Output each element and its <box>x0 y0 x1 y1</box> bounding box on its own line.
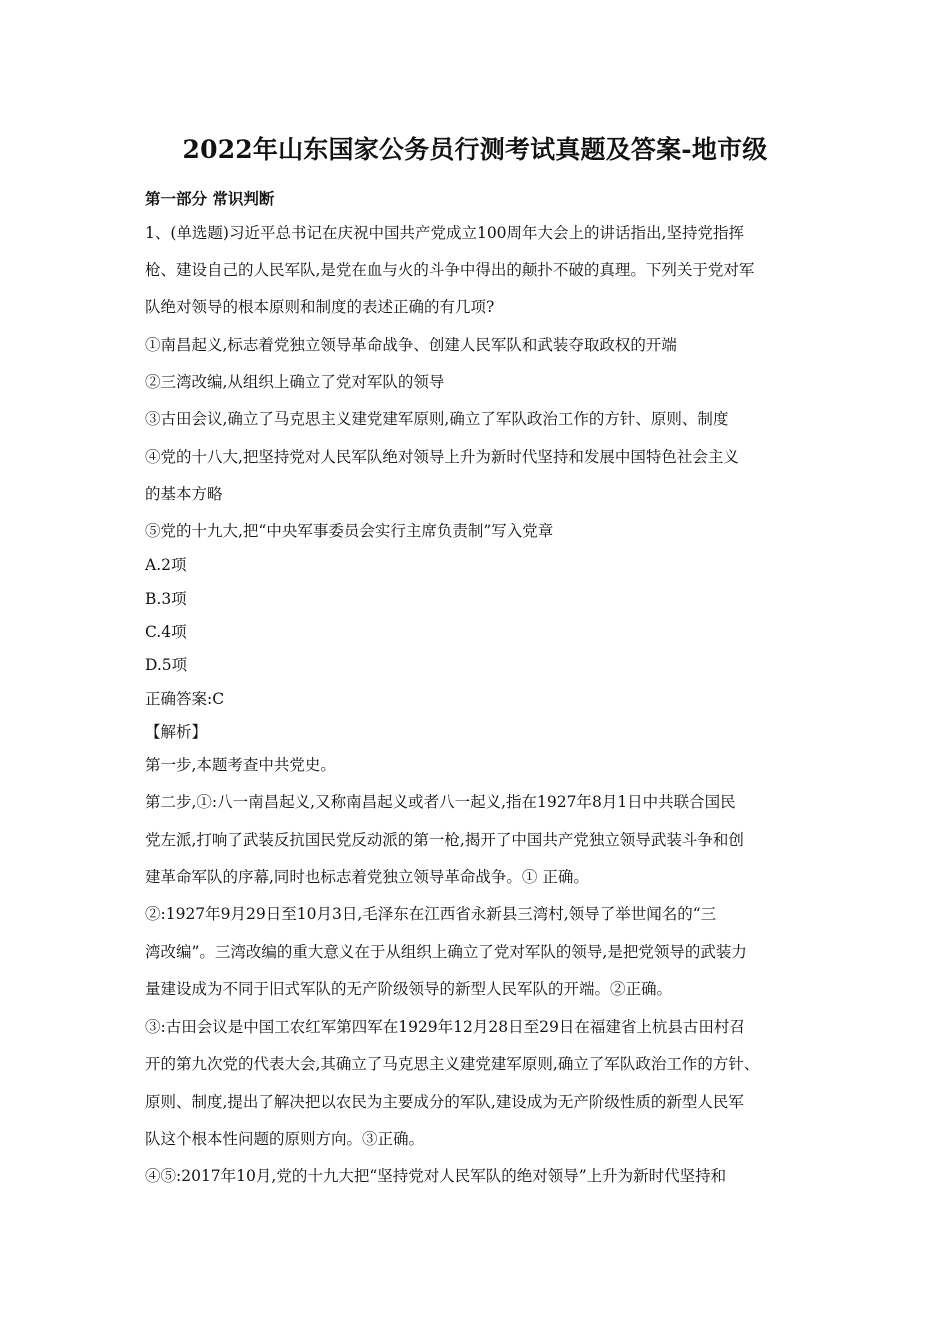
statement-line: ②三湾改编,从组织上确立了党对军队的领导 <box>145 373 445 391</box>
analysis-line: 队这个根本性问题的原则方向。③正确。 <box>145 1130 425 1148</box>
statement-line: ③古田会议,确立了马克思主义建党建军原则,确立了军队政治工作的方针、原则、制度 <box>145 410 729 428</box>
correct-answer: 正确答案:C <box>145 690 225 708</box>
document-title: 2022年山东国家公务员行测考试真题及答案-地市级 <box>182 135 768 164</box>
analysis-line: 党左派,打响了武装反抗国民党反动派的第一枪,揭开了中国共产党独立领导武装斗争和创 <box>145 831 744 849</box>
statement-line: ⑤党的十九大,把“中央军事委员会实行主席负责制”写入党章 <box>145 522 554 540</box>
statement-line: ④党的十八大,把坚持党对人民军队绝对领导上升为新时代坚持和发展中国特色社会主义 <box>145 448 739 466</box>
analysis-line: 建革命军队的序幕,同时也标志着党独立领导革命战争。① 正确。 <box>145 868 589 886</box>
question-stem-line: 1、(单选题)习近平总书记在庆祝中国共产党成立100周年大会上的讲话指出,坚持党指挥 <box>145 224 744 242</box>
statement-line: ①南昌起义,标志着党独立领导革命战争、创建人民军队和武装夺取政权的开端 <box>145 336 677 354</box>
analysis-heading: 【解析】 <box>145 723 208 741</box>
analysis-line: 原则、制度,提出了解决把以农民为主要成分的军队,建设成为无产阶级性质的新型人民军 <box>145 1093 744 1111</box>
option-b: B.3项 <box>145 590 187 608</box>
question-stem-line: 枪、建设自己的人民军队,是党在血与火的斗争中得出的颠扑不破的真理。下列关于党对军 <box>145 261 755 279</box>
analysis-line: 开的第九次党的代表大会,其确立了马克思主义建党建军原则,确立了军队政治工作的方针、 <box>145 1055 760 1073</box>
analysis-line: ②:1927年9月29日至10月3日,毛泽东在江西省永新县三湾村,领导了举世闻名的“三 <box>145 905 717 923</box>
option-c: C.4项 <box>145 623 187 641</box>
option-d: D.5项 <box>145 656 188 674</box>
question-stem-line: 队绝对领导的根本原则和制度的表述正确的有几项? <box>145 298 495 316</box>
analysis-line: 第一步,本题考查中共党史。 <box>145 756 336 774</box>
analysis-line: 湾改编”。三湾改编的重大意义在于从组织上确立了党对军队的领导,是把党领导的武装力 <box>145 943 747 961</box>
analysis-line: 第二步,①:八一南昌起义,又称南昌起义或者八一起义,指在1927年8月1日中共联合国民 <box>145 793 736 811</box>
analysis-line: 量建设成为不同于旧式军队的无产阶级领导的新型人民军队的开端。②正确。 <box>145 980 673 998</box>
analysis-line: ④⑤:2017年10月,党的十九大把“坚持党对人民军队的绝对领导”上升为新时代坚持和 <box>145 1167 727 1185</box>
section-heading: 第一部分 常识判断 <box>145 189 275 208</box>
statement-line: 的基本方略 <box>145 485 223 503</box>
option-a: A.2项 <box>145 556 187 574</box>
analysis-line: ③:古田会议是中国工农红军第四军在1929年12月28日至29日在福建省上杭县古田村召 <box>145 1018 745 1036</box>
